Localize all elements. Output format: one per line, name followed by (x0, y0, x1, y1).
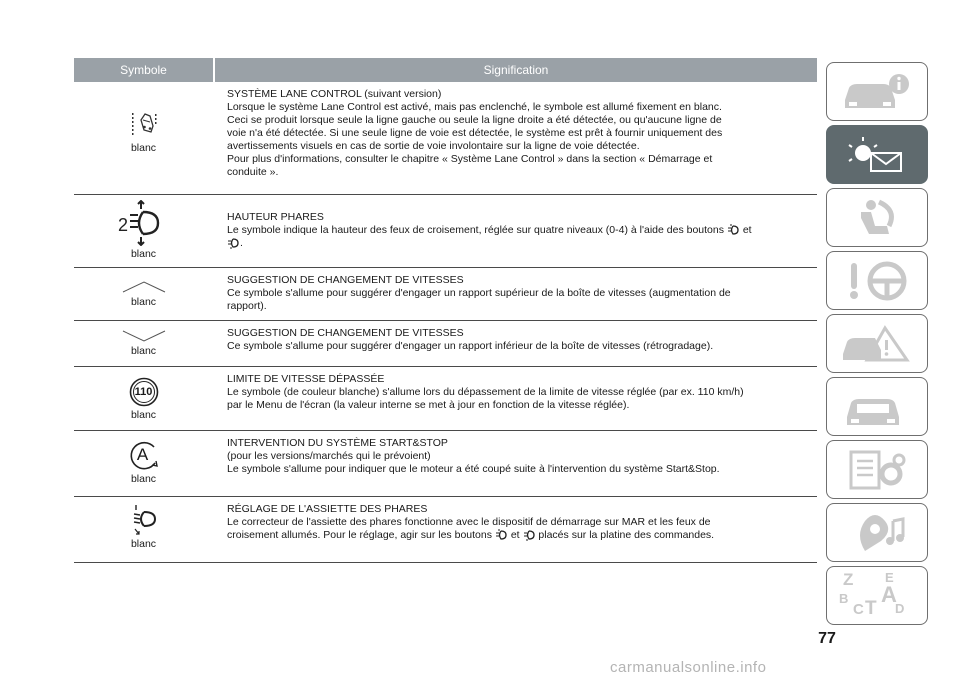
description-title: LIMITE DE VITESSE DÉPASSÉE (227, 373, 385, 385)
description-title: SUGGESTION DE CHANGEMENT DE VITESSES (227, 274, 464, 286)
tab-index[interactable] (826, 566, 928, 625)
description-cell (213, 195, 817, 267)
car-service-icon (837, 385, 917, 429)
symbol-cell (74, 82, 213, 194)
symbol-cell (74, 195, 213, 267)
table-row (74, 367, 817, 431)
start-stop-letter: A (136, 445, 149, 464)
description-line: rapport). (227, 300, 267, 312)
header-symbol: Symbole (120, 63, 167, 77)
description-text: Le symbole indique la hauteur des feux de croisement, réglée sur quatre niveaux (0-4) à l'aide des boutons (227, 224, 724, 236)
index-letter: T (865, 597, 877, 619)
car-info-icon (837, 70, 917, 114)
description-line: conduite ». (227, 166, 279, 178)
symbol-color-label: blanc (130, 142, 157, 154)
symbol-color-label: blanc (130, 409, 157, 421)
symbol-cell (74, 268, 213, 320)
description-line (227, 529, 811, 542)
index-letter: B (839, 590, 849, 606)
key-steering-wheel-icon (837, 259, 917, 303)
index-letter: A (881, 581, 897, 607)
symbol-cell (74, 367, 213, 430)
warning-light-envelope-icon (837, 133, 917, 177)
description-cell (213, 321, 817, 366)
symbol-cell (74, 431, 213, 496)
tab-technical-data[interactable] (826, 440, 928, 499)
description-title: RÉGLAGE DE L'ASSIETTE DES PHARES (227, 503, 428, 515)
table-header (74, 58, 817, 82)
headlight-level-icon (116, 200, 172, 246)
symbol-color-label: blanc (130, 296, 157, 308)
description-cell (213, 367, 817, 430)
header-signification: Signification (213, 58, 817, 82)
description-text: . (240, 237, 243, 249)
description-line (227, 224, 811, 237)
lane-control-icon (129, 110, 159, 140)
speed-limit-icon (129, 377, 159, 407)
tab-multimedia[interactable] (826, 503, 928, 562)
description-line: Ceci se produit lorsque seule la ligne gauche ou seule la ligne droite a été détectée, ou qu'aucune ligne de (227, 114, 722, 126)
tab-safety[interactable] (826, 188, 928, 247)
speed-limit-value: 110 (134, 386, 153, 398)
headlight-down-icon (523, 529, 536, 541)
tab-starting-driving[interactable] (826, 251, 928, 310)
headlight-down-icon (227, 237, 240, 249)
description-line: Le symbole (de couleur blanche) s'allume lors du dépassement de la limite de vitesse réglée (par ex. 110 km/h) (227, 386, 744, 398)
headlight-up-icon (727, 224, 740, 236)
multimedia-icon (837, 511, 917, 555)
description-title: HAUTEUR PHARES (227, 211, 324, 223)
table-row (74, 82, 817, 195)
description-line: voie n'a été détectée. Si une seule ligne de voie est détectée, le système est prêt à fournir uniquement des (227, 127, 723, 139)
description-text: et (510, 529, 520, 541)
page-number: 77 (818, 630, 836, 647)
car-breakdown-icon (837, 322, 917, 366)
description-cell (213, 497, 817, 562)
tab-car-info[interactable] (826, 62, 928, 121)
description-line: Pour plus d'informations, consulter le chapitre « Système Lane Control » dans la section « Démarrage et (227, 153, 713, 165)
description-title: SYSTÈME LANE CONTROL (suivant version) (227, 88, 442, 100)
description-line: par le Menu de l'écran (la valeur interne se met à jour en fonction de la vitesse réglée). (227, 399, 630, 411)
symbol-table (74, 58, 817, 563)
alphabetical-index-icon (837, 570, 917, 622)
description-line: Le correcteur de l'assiette des phares fonctionne avec le dispositif de démarrage sur MAR et les feux de (227, 516, 711, 528)
table-row (74, 321, 817, 367)
index-letter: E (885, 569, 894, 585)
svg-text:2: 2 (117, 215, 128, 235)
symbol-color-label: blanc (130, 345, 157, 357)
description-text: et (742, 224, 752, 236)
headlight-corrector-icon (129, 504, 159, 536)
tab-maintenance[interactable] (826, 377, 928, 436)
symbol-color-label: blanc (130, 248, 157, 260)
index-letter: C (853, 600, 864, 618)
chapter-sidebar (826, 62, 928, 629)
description-text: placés sur la platine des commandes. (538, 529, 715, 541)
symbol-color-label: blanc (130, 473, 157, 485)
start-stop-icon (126, 439, 162, 471)
description-title: SUGGESTION DE CHANGEMENT DE VITESSES (227, 327, 464, 339)
index-letter: D (895, 600, 905, 616)
description-line: Ce symbole s'allume pour suggérer d'engager un rapport supérieur de la boîte de vitesses (augmentation de (227, 287, 731, 299)
description-text: croisement allumés. Pour le réglage, agir sur les boutons (227, 529, 492, 541)
index-letter: Z (843, 569, 854, 589)
description-cell (213, 268, 817, 320)
table-row (74, 497, 817, 563)
description-cell (213, 82, 817, 194)
symbol-cell (74, 497, 213, 562)
symbol-color-label: blanc (130, 538, 157, 550)
description-line: (pour les versions/marchés qui le prévoient) (227, 450, 431, 462)
description-line: Le symbole s'allume pour indiquer que le moteur a été coupé suite à l'intervention du système Start&Stop. (227, 463, 720, 475)
table-row (74, 268, 817, 321)
symbol-cell (74, 321, 213, 366)
seat-airbag-icon (837, 196, 917, 240)
description-line (227, 237, 811, 250)
car-specs-gear-icon (837, 448, 917, 492)
description-cell (213, 431, 817, 496)
description-title: INTERVENTION DU SYSTÈME START&STOP (227, 437, 448, 449)
description-line: avertissements visuels en cas de sortie de voie involontaire sur la ligne de voie détectée. (227, 140, 640, 152)
description-line: Lorsque le système Lane Control est activé, mais pas enclenché, le symbole est allumé fixement en blanc. (227, 101, 722, 113)
headlight-up-icon (495, 529, 508, 541)
watermark: carmanualsonline.info (610, 659, 767, 676)
tab-emergency[interactable] (826, 314, 928, 373)
tab-warning-lights[interactable] (826, 125, 928, 184)
table-row (74, 195, 817, 268)
downshift-arrow-icon (121, 329, 167, 343)
description-line: Ce symbole s'allume pour suggérer d'engager un rapport inférieur de la boîte de vitesses (rétrogradage). (227, 340, 714, 352)
table-row (74, 431, 817, 497)
upshift-arrow-icon (121, 280, 167, 294)
